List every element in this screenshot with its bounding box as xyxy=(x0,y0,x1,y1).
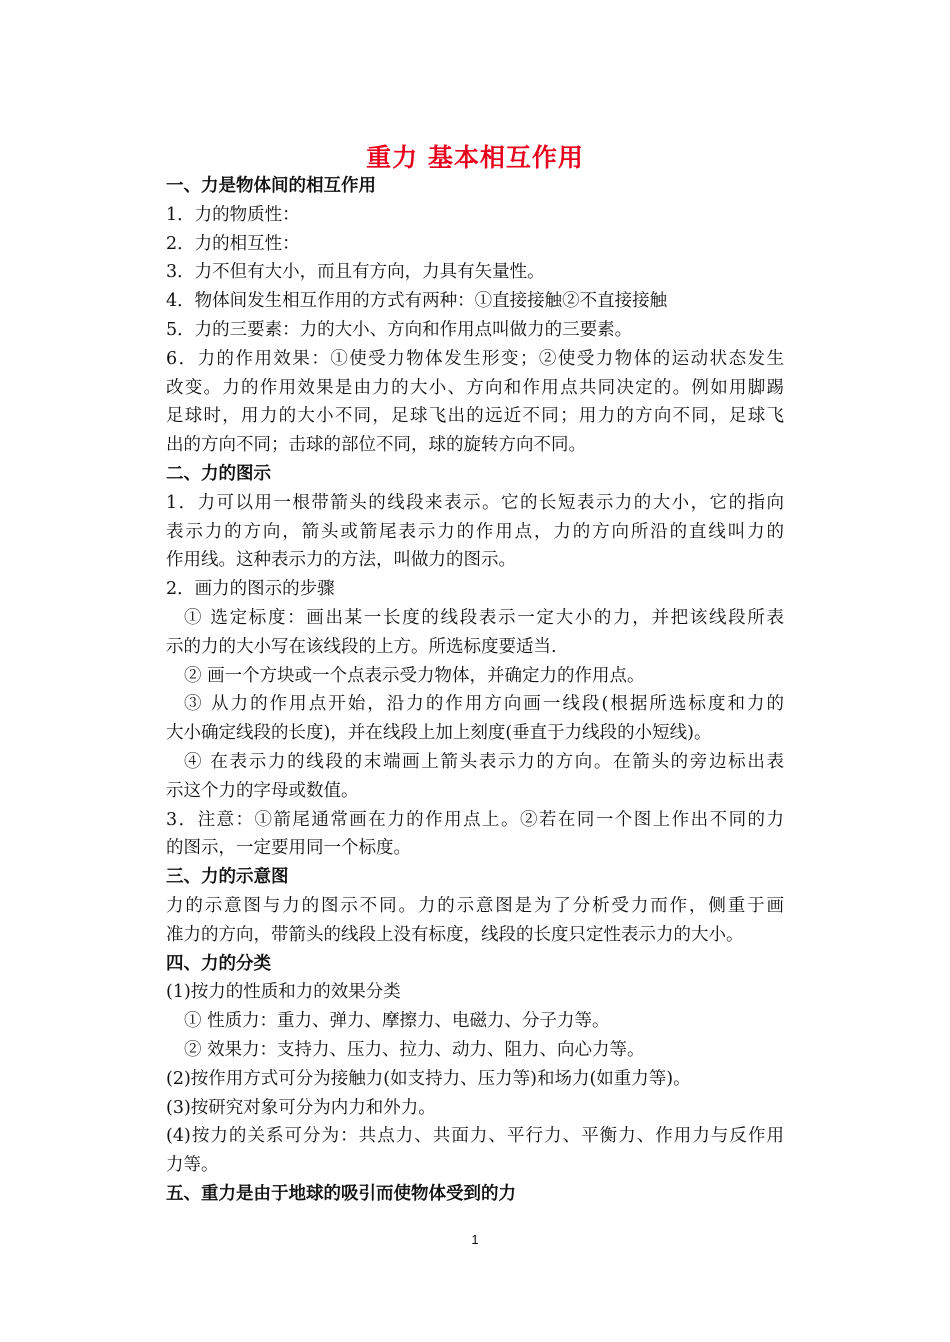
document-title: 重力 基本相互作用 xyxy=(366,143,584,172)
section-heading: 一、力是物体间的相互作用 xyxy=(166,176,376,196)
body-line: 足球时，用力的大小不同，足球飞出的远近不同；用力的方向不同，足球飞 xyxy=(166,406,784,427)
body-line: 表示力的方向，箭头或箭尾表示力的作用点，力的方向所沿的直线叫力的 xyxy=(166,521,784,542)
body-line: 准力的方向，带箭头的线段上没有标度，线段的长度只定性表示力的大小。 xyxy=(166,924,744,945)
document-body xyxy=(166,172,784,1209)
body-line: 大小确定线段的长度)，并在线段上加上刻度(垂直于力线段的小短线)。 xyxy=(166,723,712,744)
section-heading: 三、力的示意图 xyxy=(166,867,289,888)
body-line: 3．力不但有大小，而且有方向，力具有矢量性。 xyxy=(166,262,545,283)
body-line: (4)按力的关系可分为：共点力、共面力、平行力、平衡力、作用力与反作用 xyxy=(166,1126,784,1147)
section-heading: 二、力的图示 xyxy=(166,463,271,484)
body-line: 作用线。这种表示力的方法，叫做力的图示。 xyxy=(166,550,516,571)
body-line: ④ 在表示力的线段的末端画上箭头表示力的方向。在箭头的旁边标出表 xyxy=(184,751,784,772)
body-line: 示这个力的字母或数值。 xyxy=(166,780,359,801)
body-line: ② 效果力：支持力、压力、拉力、动力、阻力、向心力等。 xyxy=(184,1039,645,1060)
body-line: 力的示意图与力的图示不同。力的示意图是为了分析受力而作，侧重于画 xyxy=(166,895,784,916)
body-line: ① 选定标度：画出某一长度的线段表示一定大小的力，并把该线段所表 xyxy=(184,607,784,628)
body-line: 力等。 xyxy=(166,1155,219,1176)
body-line: 示的力的大小写在该线段的上方。所选标度要适当. xyxy=(166,636,557,657)
body-line: 6．力的作用效果：①使受力物体发生形变；②使受力物体的运动状态发生 xyxy=(166,348,784,369)
section-heading: 五、重力是由于地球的吸引而使物体受到的力 xyxy=(166,1183,516,1204)
body-line: (2)按作用方式可分为接触力(如支持力、压力等)和场力(如重力等)。 xyxy=(166,1068,691,1089)
page-number: 1 xyxy=(471,1232,479,1247)
body-line: 4．物体间发生相互作用的方式有两种：①直接接触②不直接接触 xyxy=(166,291,668,312)
section-heading: 四、力的分类 xyxy=(166,953,271,974)
body-line: 5．力的三要素：力的大小、方向和作用点叫做力的三要素。 xyxy=(166,319,633,340)
body-line: (1)按力的性质和力的效果分类 xyxy=(166,982,401,1003)
body-line: ③ 从力的作用点开始，沿力的作用方向画一线段(根据所选标度和力的 xyxy=(184,694,784,715)
body-line: 出的方向不同；击球的部位不同，球的旋转方向不同。 xyxy=(166,435,586,456)
body-line: 1．力的物质性： xyxy=(166,204,300,225)
body-line: 2．画力的图示的步骤 xyxy=(166,579,335,600)
body-line: 改变。力的作用效果是由力的大小、方向和作用点共同决定的。例如用脚踢 xyxy=(166,377,784,398)
body-line: 2．力的相互性： xyxy=(166,233,300,254)
body-line: ① 性质力：重力、弹力、摩擦力、电磁力、分子力等。 xyxy=(184,1011,610,1032)
body-line: (3)按研究对象可分为内力和外力。 xyxy=(166,1097,436,1118)
body-line: 3．注意：①箭尾通常画在力的作用点上。②若在同一个图上作出不同的力 xyxy=(166,809,784,830)
body-line: 1．力可以用一根带箭头的线段来表示。它的长短表示力的大小，它的指向 xyxy=(166,492,784,513)
body-line: ② 画一个方块或一个点表示受力物体，并确定力的作用点。 xyxy=(184,665,645,686)
body-line: 的图示，一定要用同一个标度。 xyxy=(166,838,411,859)
